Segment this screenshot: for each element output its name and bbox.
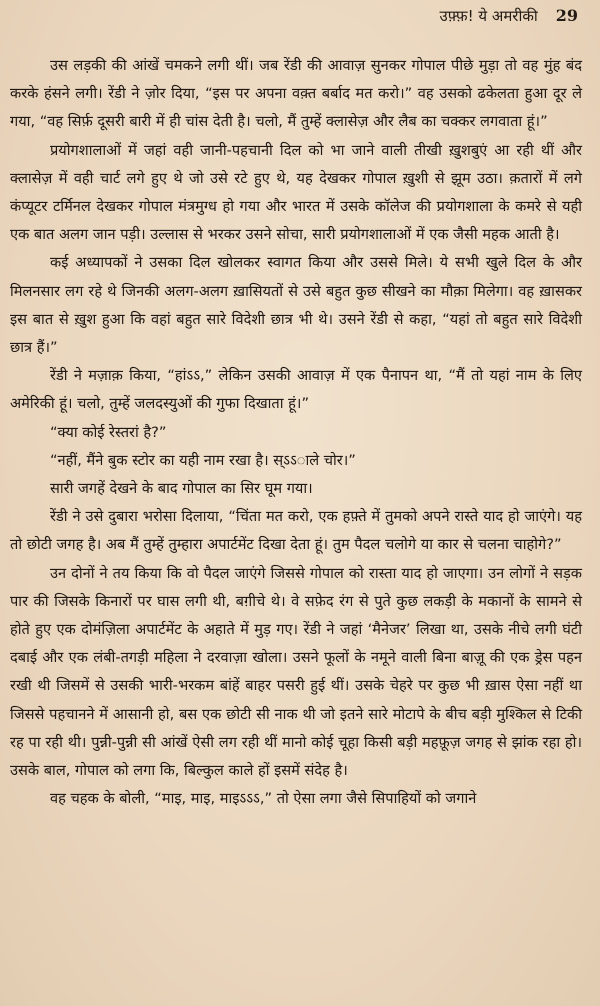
paragraph: उन दोनों ने तय किया कि वो पैदल जाएंगे जिससे गोपाल को रास्ता याद हो जाएगा। उन लोगों ने सड़क पार की जिसके किनारों पर घास लगी थी, बग़ीचे थे। वे सफ़ेद रंग से पुते कुछ लकड़ी के मकानों के सामने से होते हुए एक दोमंज़िला अपार्टमेंट के अहाते में मुड़ गए। रेंडी ने जहां ‘मैनेजर’ लिखा था, उसके नीचे लगी घंटी दबाई और एक लंबी-तगड़ी महिला ने दरवाज़ा खोला। उसने फूलों के नमूने वाली बिना बाज़ू की एक ड्रेस पहन रखी थी जिसमें से उसकी भारी-भरकम बांहें बाहर पसरी हुई थीं। उसके चेहरे पर कुछ भी ख़ास ऐसा नहीं था जिससे पहचानने में आसानी हो, बस एक छोटी सी नाक थी जो इतने सारे मोटापे के बीच बड़ी मुश्किल से टिकी रह पा रही थी। पुन्नी-पुन्नी सी आंखें ऐसी लग रही थीं मानो कोई चूहा किसी बड़ी महफ़ूज़ जगह से झांक रहा हो। उसके बाल, गोपाल को लगा कि, बिल्कुल काले हों इसमें संदेह है। — [10, 564, 582, 780]
paragraph: रेंडी ने मज़ाक़ किया, “हांऽऽ,” लेकिन उसकी आवाज़ में एक पैनापन था, “मैं तो यहां नाम के लिए अमेरिकी हूं। चलो, तुम्हें जलदस्युओं की गुफा दिखाता हूं।” — [10, 367, 582, 413]
paragraph: उस लड़की की आंखें चमकने लगी थीं। जब रेंडी की आवाज़ सुनकर गोपाल पीछे मुड़ा तो वह मुंह बंद करके हंसने लगी। रेंडी ने ज़ोर दिया, “इस पर अपना वक़्त बर्बाद मत करो।” वह उसको ढकेलता हुआ दूर ले गया, “वह सिर्फ़ दूसरी बारी में ही चांस देती है। चलो, मैं तुम्हें क्लासेज़ और लैब का चक्कर लगवाता हूं।” — [10, 57, 582, 131]
paragraph: प्रयोगशालाओं में जहां वही जानी-पहचानी दिल को भा जाने वाली तीखी ख़ुशबुएं आ रही थीं और क्लासेज़ में वही चार्ट लगे हुए थे जो उसे रटे हुए थे, यह देखकर गोपाल ख़ुशी से झूम उठा। क़तारों में लगे कंप्यूटर टर्मिनल देखकर गोपाल मंत्रमुग्ध हो गया और भारत में उसके कॉलेज की प्रयोगशाला के कमरे से यही एक बात अलग जान पड़ी। उल्लास से भरकर उसने सोचा, सारी प्रयोगशालाओं में एक जैसी महक आती है। — [10, 141, 582, 244]
body-text — [10, 52, 582, 813]
chapter-title: उफ़्फ़! ये अमरीकी — [439, 7, 538, 25]
paragraph: वह चहक के बोली, “माइ, माइ, माइऽऽऽ,” तो ऐसा लगा जैसे सिपाहियों को जगाने — [50, 790, 477, 808]
paragraph: कई अध्यापकों ने उसका दिल खोलकर स्वागत किया और उससे मिले। ये सभी खुले दिल के और मिलनसार लग रहे थे जिनकी अलग-अलग ख़ासियतों से उसे बहुत कुछ सीखने का मौक़ा मिलेगा। वह ख़ासकर इस बात से ख़ुश हुआ कि वहां बहुत सारे विदेशी छात्र भी थे। उसने रेंडी से कहा, “यहां तो बहुत सारे विदेशी छात्र हैं।” — [10, 254, 582, 357]
paragraph: “नहीं, मैंने बुक स्टोर का यही नाम रखा है। स्ऽऽाले चोर।” — [50, 451, 356, 469]
paragraph: रेंडी ने उसे दुबारा भरोसा दिलाया, “चिंता मत करो, एक हफ़्ते में तुमको अपने रास्ते याद हो जाएंगे। यह तो छोटी जगह है। अब मैं तुम्हें तुम्हारा अपार्टमेंट दिखा देता हूं। तुम पैदल चलोगे या कार से चलना चाहोगे?” — [10, 508, 582, 554]
paragraph: सारी जगहें देखने के बाद गोपाल का सिर घूम गया। — [50, 480, 313, 498]
page-number: 29 — [555, 6, 578, 25]
paragraph: “क्या कोई रेस्तरां है?” — [50, 423, 167, 441]
running-header — [440, 6, 578, 26]
